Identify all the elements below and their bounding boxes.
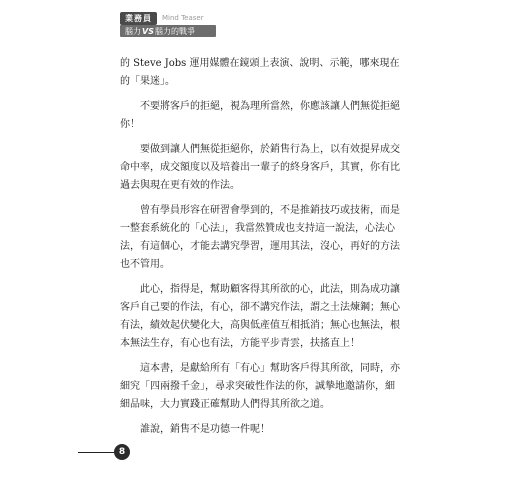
paragraph-7: 誰說，銷售不是功德一件呢！ <box>140 424 270 435</box>
running-header <box>120 12 270 38</box>
title-right: 腦力的戰爭 <box>154 26 195 36</box>
footer-rule <box>78 452 114 453</box>
brand-english: Mind Teaser <box>162 14 204 22</box>
paragraph-5: 此心，指得是，幫助顧客得其所欲的心，此法，則為成功讓客戶自己要的作法，有心，卻不講究作法，謂之土法煉鋼；無心有法，績效起伏變化大，高與低產值互相抵消；無心也無法，根本無法生存，有心也有法，方能平步青雲，扶搖直上！ <box>120 284 400 349</box>
header-brand-row <box>120 12 270 24</box>
book-title <box>120 25 216 37</box>
paragraph-1: 的 Steve Jobs 運用媒體在鏡頭上表演、說明、示範，哪來現在的「果迷」。 <box>120 58 400 87</box>
body-text <box>120 55 400 446</box>
paragraph-3: 要做到讓人們無從拒絕你，於銷售行為上，以有效提昇成交命中率，成交額度以及培養出一輩子的終身客戶，其實，你有比過去與現在更有效的作法。 <box>120 144 400 191</box>
vs-mark: VS <box>142 26 154 36</box>
paragraph-6: 這本書，是獻給所有「有心」幫助客戶得其所欲，同時，亦細究「四兩撥千金」，尋求突破性作法的你，誠摯地邀請你，細細品味，大力實踐正確幫助人們得其所欲之道。 <box>120 363 400 410</box>
page-number: 8 <box>114 444 130 460</box>
brand-label: 業務員 <box>120 12 157 25</box>
paragraph-4: 曾有學員形容在研習會學到的，不是推銷技巧或技術，而是一整套系統化的「心法」，我當然贊成也支持這一說法，心法心法，有這個心，才能去講究學習，運用其法，沒心，再好的方法也不管用。 <box>120 205 400 270</box>
title-left: 腦力 <box>125 26 141 36</box>
paragraph-2: 不要將客戶的拒絕，視為理所當然，你應該讓人們無從拒絕你！ <box>120 101 400 130</box>
